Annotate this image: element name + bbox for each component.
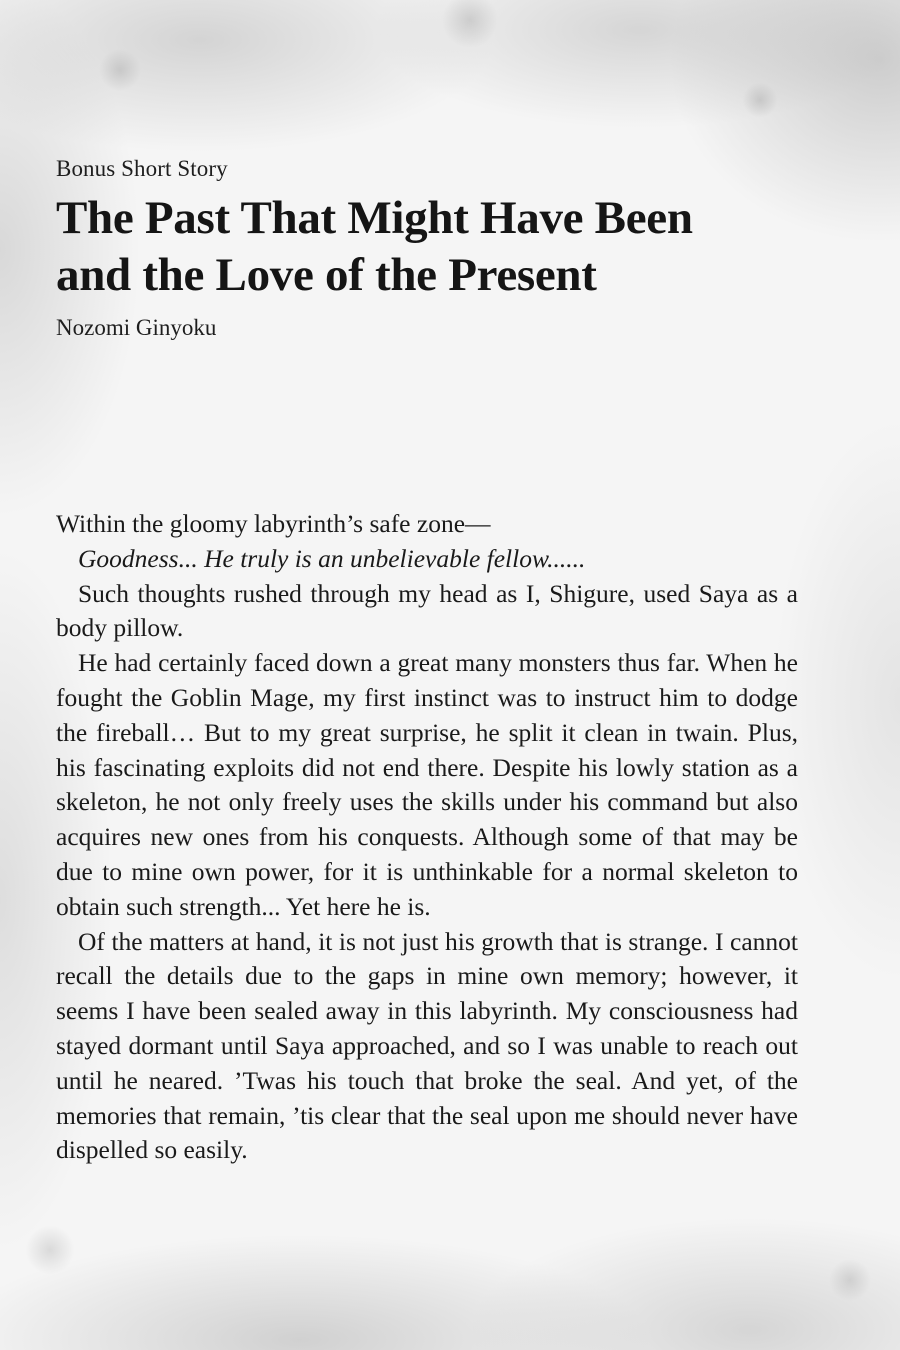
paragraph-4: He had certainly faced down a great many monsters thus far. When he fought the Goblin Mage, my first instinct was to instruct him to dodge the fireball… But to my great surprise, he split it clean in twain. Plus, his fascinating exploits did not end there. Despite his lowly station as a skeleton, he not only freely uses the skills under his command but also acquires new ones from his conquests. Although some of that may be due to mine own power, for it is unthinkable for a normal skeleton to obtain such strength... Yet here he is. (56, 648, 798, 921)
paragraph-5: Of the matters at hand, it is not just his growth that is strange. I cannot recall the details due to the gaps in mine own memory; however, it seems I have been sealed away in this labyrinth. My consciousness had stayed dormant until Saya approached, and so I was unable to reach out until he neared. ’Twas his touch that broke the seal. And yet, of the memories that remain, ’tis clear that the seal upon me should never have dispelled so easily. (56, 926, 798, 1165)
story-type-label: Bonus Short Story (56, 156, 228, 181)
story-title-line-1: The Past That Might Have Been (56, 192, 693, 244)
paragraph-2-thought: Goodness... He truly is an unbelievable fellow...... (78, 543, 586, 573)
paragraph-1: Within the gloomy labyrinth’s safe zone— (56, 509, 491, 538)
story-body (56, 507, 798, 1168)
story-title-line-2: and the Love of the Present (56, 249, 597, 301)
paragraph-3: Such thoughts rushed through my head as I, Shigure, used Saya as a body pillow. (56, 578, 798, 643)
author-name: Nozomi Ginyoku (56, 315, 217, 340)
story-title (56, 190, 846, 304)
